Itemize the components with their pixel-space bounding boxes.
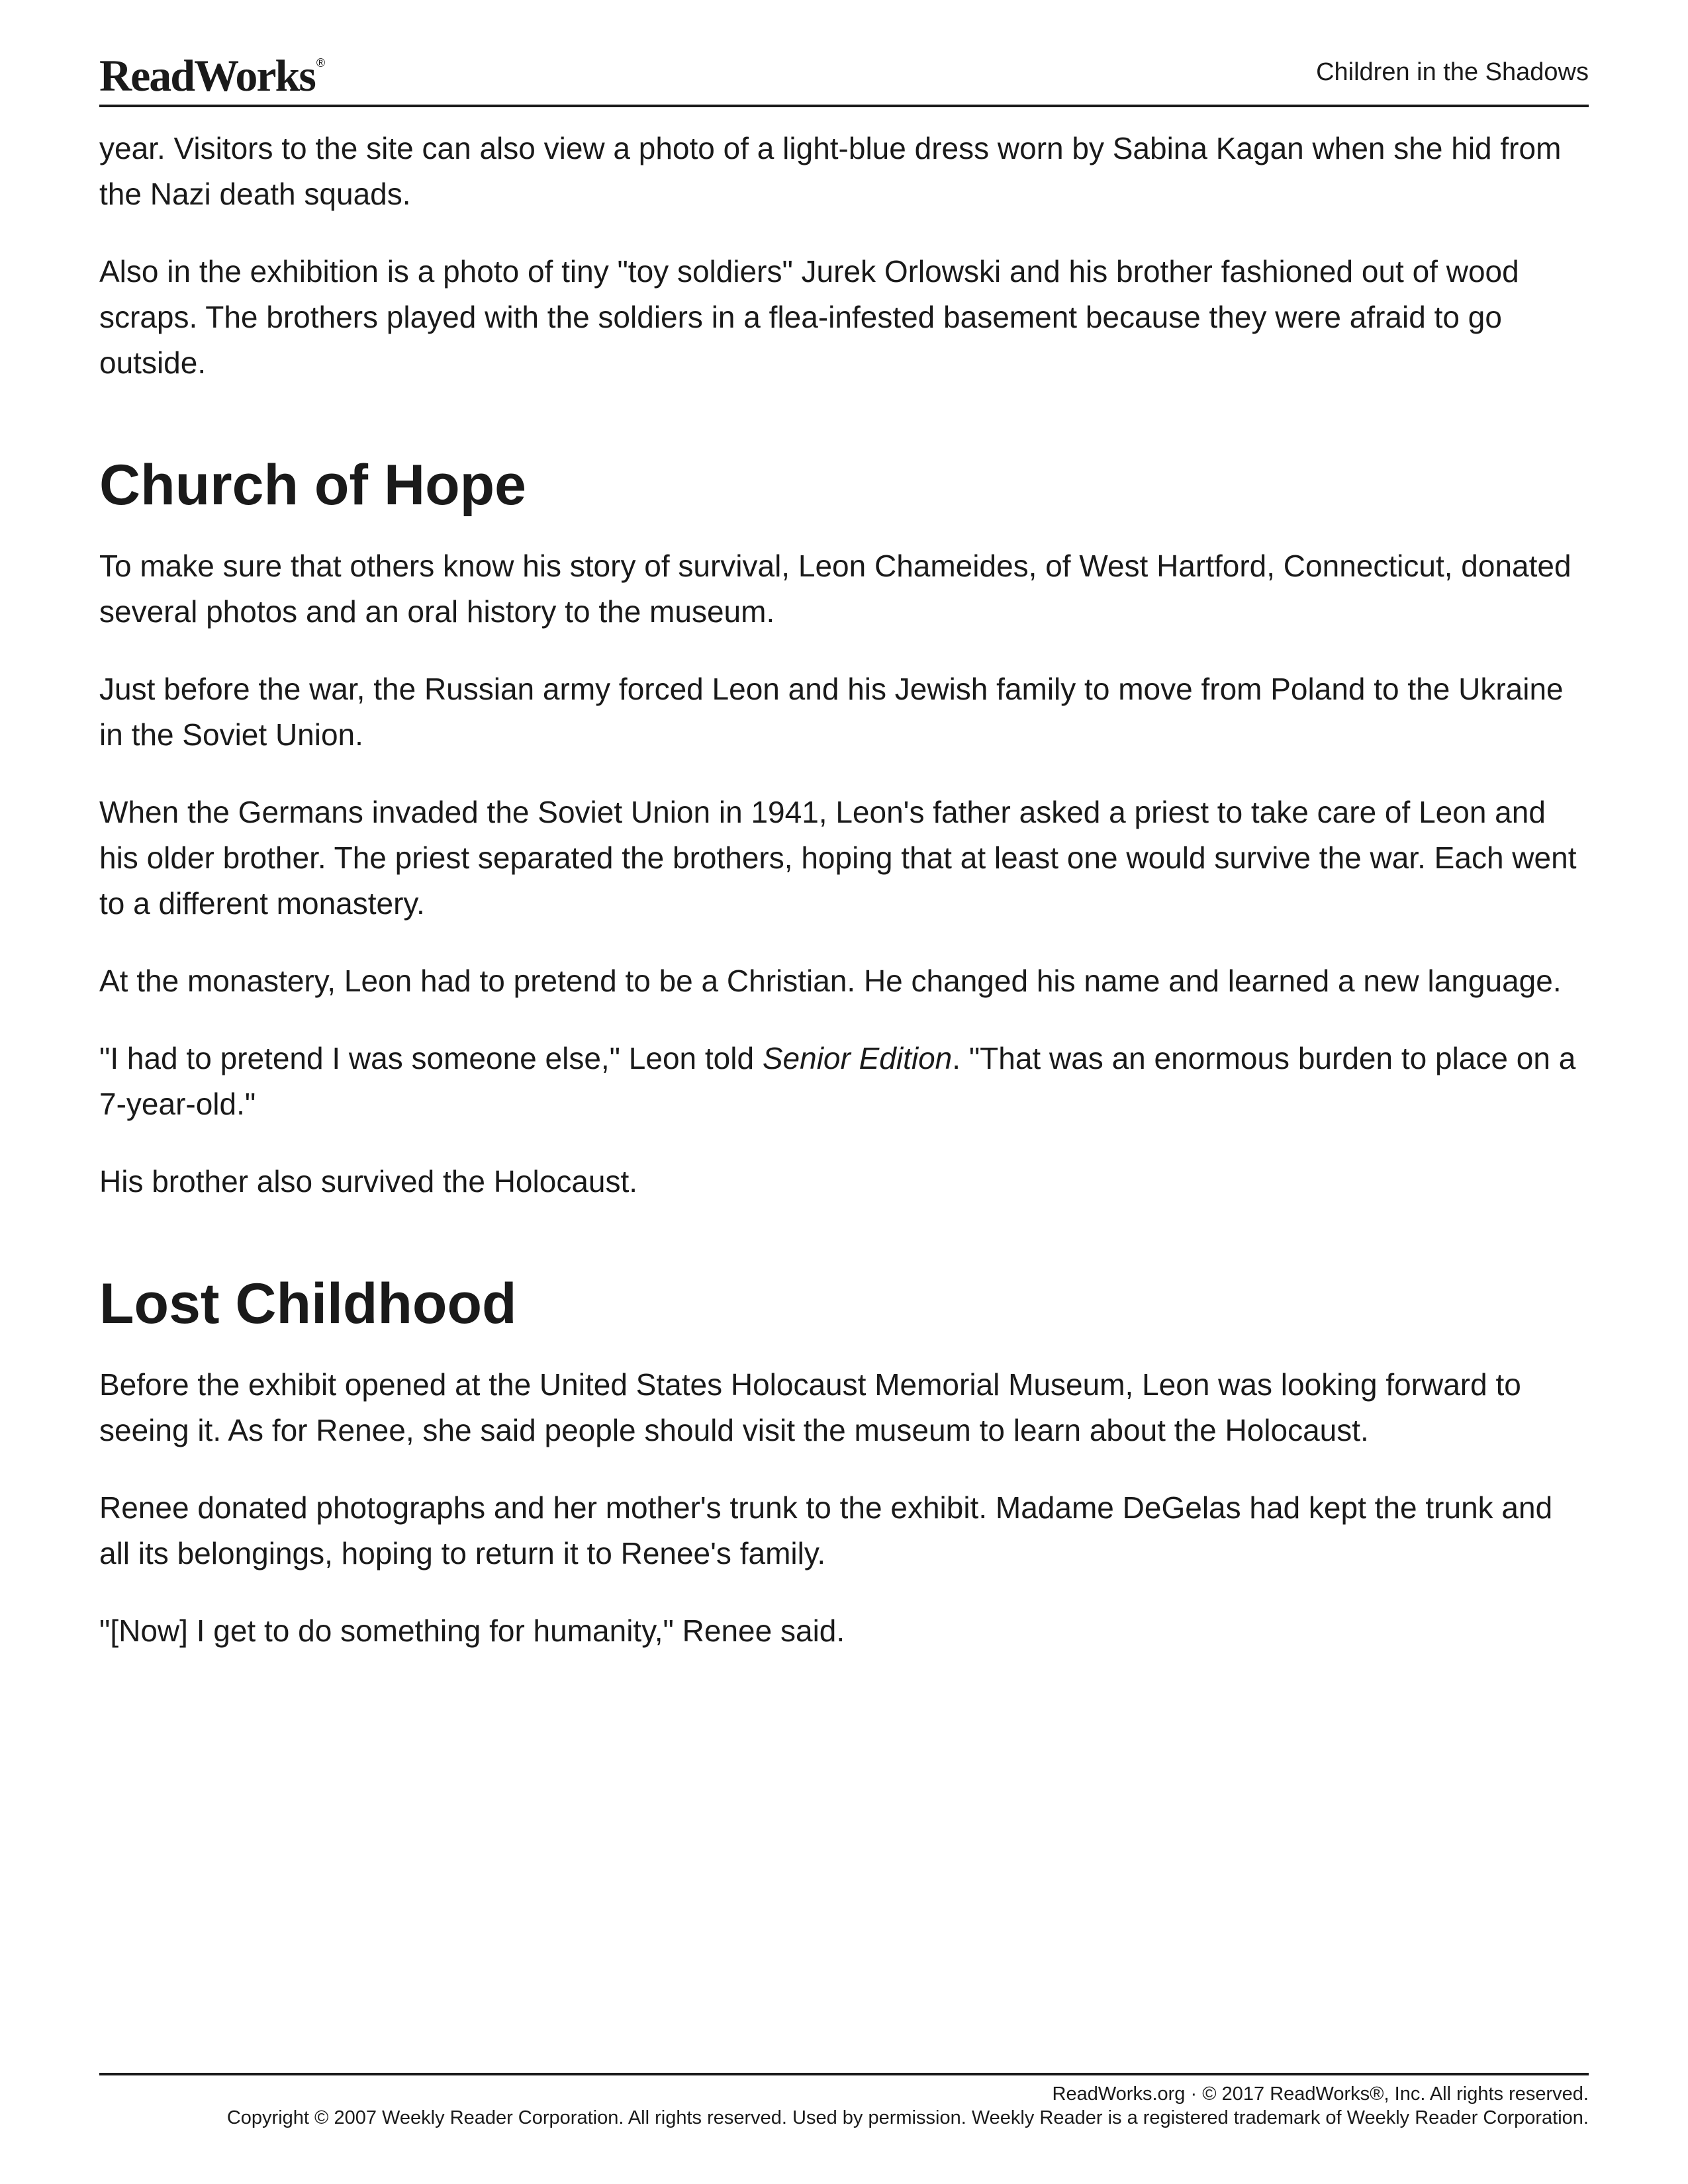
paragraph: year. Visitors to the site can also view a photo of a light-blue dress worn by Sabina Kagan when she hid from the Nazi death squads.	[99, 131, 1562, 211]
paragraph: Renee donated photographs and her mother's trunk to the exhibit. Madame DeGelas had kept the trunk and all its belongings, hoping to return it to Renee's family.	[99, 1490, 1553, 1570]
paragraph: Just before the war, the Russian army forced Leon and his Jewish family to move from Poland to the Ukraine in the Soviet Union.	[99, 672, 1564, 752]
footer-weekly-reader-copyright: Copyright © 2007 Weekly Reader Corporation. All rights reserved. Used by permission. Weekly Reader is a registered trademark of Weekly Reader Corporation.	[226, 2107, 1589, 2128]
page-header	[99, 50, 1589, 107]
paragraph: Before the exhibit opened at the United States Holocaust Memorial Museum, Leon was looking forward to seeing it. As for Renee, she said people should visit the museum to learn about the Holocaust.	[99, 1367, 1521, 1447]
paragraph: To make sure that others know his story of survival, Leon Chameides, of West Hartford, Connecticut, donated several photos and an oral history to the museum.	[99, 549, 1571, 629]
footer-readworks-copyright: ReadWorks.org · © 2017 ReadWorks®, Inc. All rights reserved.	[1052, 2083, 1589, 2105]
document-title: Children in the Shadows	[1316, 58, 1589, 86]
paragraph: His brother also survived the Holocaust.	[99, 1164, 638, 1199]
section-heading-lost-childhood: Lost Childhood	[99, 1272, 517, 1336]
paragraph-quote: "I had to pretend I was someone else," Leon told Senior Edition. "That was an enormous burden to place on a 7-year-old."	[99, 1041, 1576, 1121]
paragraph: Also in the exhibition is a photo of tiny "toy soldiers" Jurek Orlowski and his brother fashioned out of wood scraps. The brothers played with the soldiers in a flea-infested basement because they were afraid to go outside.	[99, 254, 1519, 380]
document-page	[99, 0, 1589, 2184]
registered-mark: ®	[316, 56, 324, 69]
readworks-logo: ReadWorks ®	[99, 50, 324, 101]
paragraph: "[Now] I get to do something for humanity," Renee said.	[99, 1614, 845, 1648]
publication-title: Senior Edition	[762, 1041, 953, 1075]
section-heading-church-of-hope: Church of Hope	[99, 453, 526, 517]
page-footer	[99, 2073, 1589, 2130]
article-body	[99, 126, 1589, 1686]
paragraph: When the Germans invaded the Soviet Union in 1941, Leon's father asked a priest to take care of Leon and his older brother. The priest separated the brothers, hoping that at least one would survive the war. Each went to a different monastery.	[99, 795, 1577, 921]
paragraph: At the monastery, Leon had to pretend to be a Christian. He changed his name and learned a new language.	[99, 964, 1562, 998]
